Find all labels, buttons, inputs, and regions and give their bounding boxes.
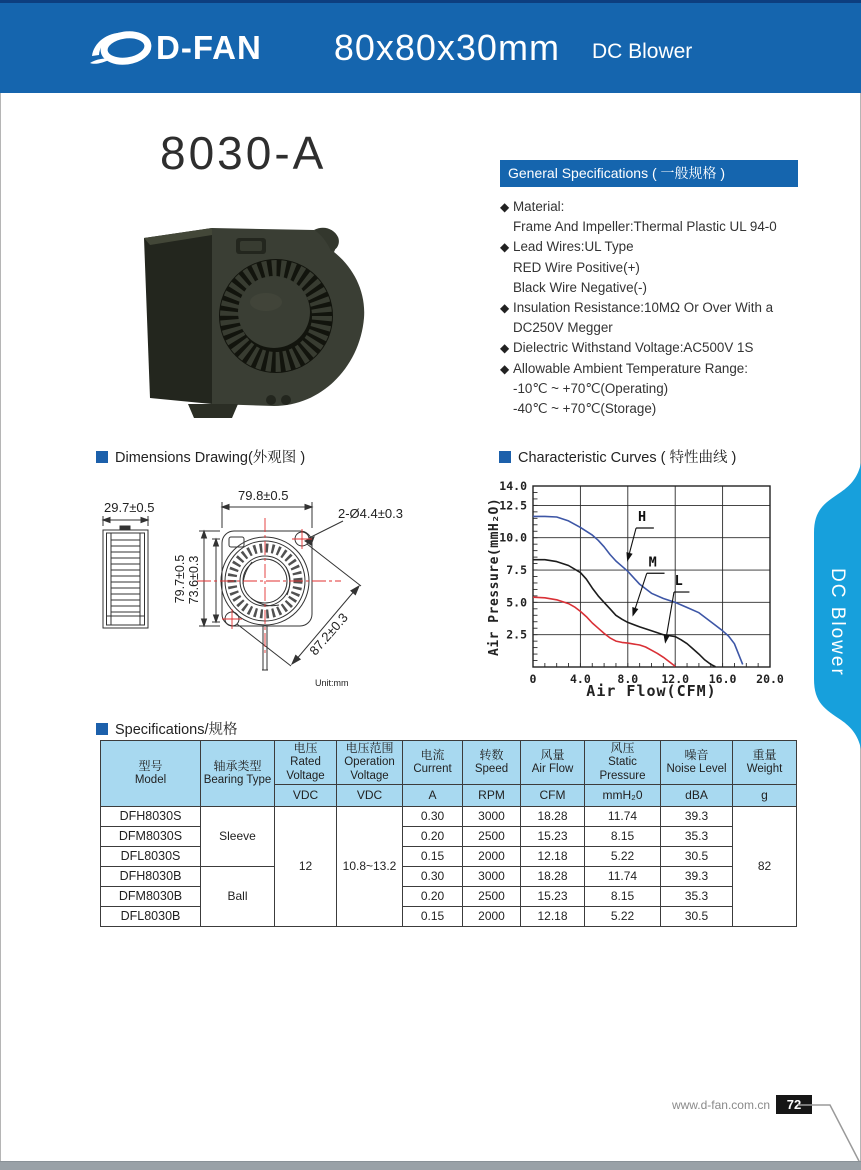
general-specs-list — [500, 197, 798, 419]
dim-height-inner: 73.6±0.3 — [187, 555, 201, 605]
table-row — [101, 806, 797, 826]
characteristic-curves-chart — [488, 476, 796, 708]
dim-hole-callout: 2-Ø4.4±0.3 — [338, 506, 403, 521]
unit-cell: dBA — [661, 784, 733, 806]
svg-text:16.0: 16.0 — [708, 672, 737, 686]
speed-cell: 3000 — [463, 866, 521, 886]
model-cell: DFM8030S — [101, 826, 201, 846]
svg-text:20.0: 20.0 — [756, 672, 784, 686]
svg-text:7.5: 7.5 — [506, 563, 527, 578]
spec-line: ◆ Lead Wires:UL Type — [500, 237, 798, 257]
table-header-row — [101, 741, 797, 785]
airflow-cell: 12.18 — [521, 906, 585, 926]
svg-text:12.0: 12.0 — [661, 672, 690, 686]
unit-cell: g — [733, 784, 797, 806]
page-number-badge: 72 — [776, 1095, 812, 1114]
spec-line: RED Wire Positive(+) — [513, 259, 640, 275]
col-noise: 噪音 Noise Level — [661, 741, 733, 785]
pressure-cell: 11.74 — [585, 806, 661, 826]
svg-text:L: L — [674, 573, 683, 590]
x-axis-label: Air Flow(CFM) — [586, 682, 717, 700]
diamond-bullet-icon: ◆ — [500, 200, 510, 214]
pressure-cell: 5.22 — [585, 846, 661, 866]
noise-cell: 35.3 — [661, 826, 733, 846]
airflow-cell: 18.28 — [521, 866, 585, 886]
current-cell: 0.20 — [403, 886, 463, 906]
section-curves: Characteristic Curves ( 特性曲线 ) — [499, 446, 736, 467]
y-axis-label: Air Pressure(mmH₂O) — [487, 497, 502, 656]
noise-cell: 39.3 — [661, 866, 733, 886]
diamond-bullet-icon: ◆ — [500, 240, 510, 255]
spec-line: ◆ Allowable Ambient Temperature Range: — [500, 359, 798, 379]
current-cell: 0.30 — [403, 806, 463, 826]
airflow-cell: 15.23 — [521, 886, 585, 906]
unit-cell: mmH₂0 — [585, 784, 661, 806]
noise-cell: 30.5 — [661, 906, 733, 926]
fan-swirl-icon — [88, 25, 152, 71]
spec-line: DC250V Megger — [513, 320, 613, 336]
model-cell: DFL8030B — [101, 906, 201, 926]
side-tab-label: DC Blower — [827, 568, 848, 677]
unit-cell: VDC — [337, 784, 403, 806]
current-cell: 0.20 — [403, 826, 463, 846]
col-model: 型号 Model — [101, 741, 201, 807]
footer-website-link[interactable]: www.d-fan.com.cn — [671, 1098, 770, 1112]
pressure-cell: 11.74 — [585, 866, 661, 886]
spec-line: ◆ Dielectric Withstand Voltage:AC500V 1S — [500, 338, 798, 358]
section-dimensions: Dimensions Drawing(外观图 ) — [96, 446, 305, 467]
operation-voltage-cell: 10.8~13.2 — [337, 806, 403, 926]
footer-corner-line — [796, 1095, 861, 1167]
col-rated-voltage: 电压 Rated Voltage — [275, 741, 337, 785]
general-specs-heading: General Specifications ( 一般规格 ) — [500, 160, 798, 187]
spec-line: Frame And Impeller:Thermal Plastic UL 94-0 — [513, 219, 777, 235]
diamond-bullet-icon: ◆ — [500, 341, 510, 356]
svg-text:H: H — [637, 509, 647, 526]
svg-text:M: M — [648, 554, 657, 571]
spec-table-wrap — [100, 740, 796, 927]
bearing-cell: Sleeve — [201, 806, 275, 866]
col-current: 电流 Current — [403, 741, 463, 785]
dim-side-width: 29.7±0.5 — [104, 500, 155, 515]
dimensions-drawing — [93, 474, 493, 712]
unit-cell: CFM — [521, 784, 585, 806]
svg-text:14.0: 14.0 — [499, 479, 527, 493]
product-photo — [128, 208, 370, 428]
speed-cell: 2000 — [463, 846, 521, 866]
col-airflow: 风量 Air Flow — [521, 741, 585, 785]
noise-cell: 39.3 — [661, 806, 733, 826]
dim-diagonal: 87.2±0.3 — [306, 610, 351, 659]
svg-text:2.5: 2.5 — [506, 627, 527, 642]
current-cell: 0.30 — [403, 866, 463, 886]
spec-table — [100, 740, 797, 927]
pressure-cell: 8.15 — [585, 826, 661, 846]
spec-line: Black Wire Negative(-) — [513, 279, 647, 295]
noise-cell: 35.3 — [661, 886, 733, 906]
current-cell: 0.15 — [403, 906, 463, 926]
product-type: DC Blower — [591, 40, 693, 63]
svg-text:12.5: 12.5 — [499, 498, 527, 513]
unit-cell: VDC — [275, 784, 337, 806]
col-weight: 重量 Weight — [733, 741, 797, 785]
brand-name: D-FAN — [156, 29, 262, 66]
model-cell: DFM8030B — [101, 886, 201, 906]
speed-cell: 3000 — [463, 806, 521, 826]
blue-square-icon — [96, 723, 108, 735]
noise-cell: 30.5 — [661, 846, 733, 866]
col-pressure: 风压 Static Pressure — [585, 741, 661, 785]
dim-height-outer: 79.7±0.5 — [173, 554, 187, 604]
blue-square-icon — [499, 451, 511, 463]
pressure-cell: 8.15 — [585, 886, 661, 906]
unit-cell: RPM — [463, 784, 521, 806]
weight-cell: 82 — [733, 806, 797, 926]
brand-logo — [88, 25, 262, 71]
current-cell: 0.15 — [403, 846, 463, 866]
pressure-cell: 5.22 — [585, 906, 661, 926]
model-cell: DFL8030S — [101, 846, 201, 866]
svg-text:10.0: 10.0 — [499, 530, 527, 545]
svg-text:8.0: 8.0 — [617, 672, 639, 686]
general-specs-panel — [500, 160, 798, 419]
airflow-cell: 12.18 — [521, 846, 585, 866]
product-size: 80x80x30mm — [333, 27, 560, 68]
unit-cell: A — [403, 784, 463, 806]
section-specifications: Specifications/规格 — [96, 718, 238, 739]
blue-square-icon — [96, 451, 108, 463]
col-operation-voltage: 电压范围 Operation Voltage — [337, 741, 403, 785]
spec-line: ◆ Material: — [500, 197, 798, 217]
page-title: 8030-A — [160, 127, 327, 179]
unit-note: Unit:mm — [315, 678, 349, 688]
speed-cell: 2500 — [463, 826, 521, 846]
spec-line: -10℃ ~ +70℃(Operating) — [513, 380, 669, 396]
diamond-bullet-icon: ◆ — [500, 361, 510, 376]
spec-line: -40℃ ~ +70℃(Storage) — [513, 401, 657, 417]
dim-front-width: 79.8±0.5 — [238, 488, 289, 503]
spec-line: ◆ Insulation Resistance:10MΩ Or Over With a — [500, 298, 798, 318]
header-bar — [0, 0, 861, 93]
svg-text:4.0: 4.0 — [570, 672, 591, 686]
svg-text:5.0: 5.0 — [506, 595, 527, 610]
diamond-bullet-icon: ◆ — [500, 301, 510, 316]
table-row — [101, 866, 797, 886]
col-bearing: 轴承类型 Bearing Type — [201, 741, 275, 807]
speed-cell: 2500 — [463, 886, 521, 906]
svg-text:0: 0 — [529, 672, 537, 686]
airflow-cell: 18.28 — [521, 806, 585, 826]
bottom-bar — [0, 1161, 861, 1170]
rated-voltage-cell: 12 — [275, 806, 337, 926]
speed-cell: 2000 — [463, 906, 521, 926]
model-cell: DFH8030B — [101, 866, 201, 886]
plot-area — [488, 476, 790, 704]
col-speed: 转数 Speed — [463, 741, 521, 785]
model-cell: DFH8030S — [101, 806, 201, 826]
airflow-cell: 15.23 — [521, 826, 585, 846]
bearing-cell: Ball — [201, 866, 275, 926]
